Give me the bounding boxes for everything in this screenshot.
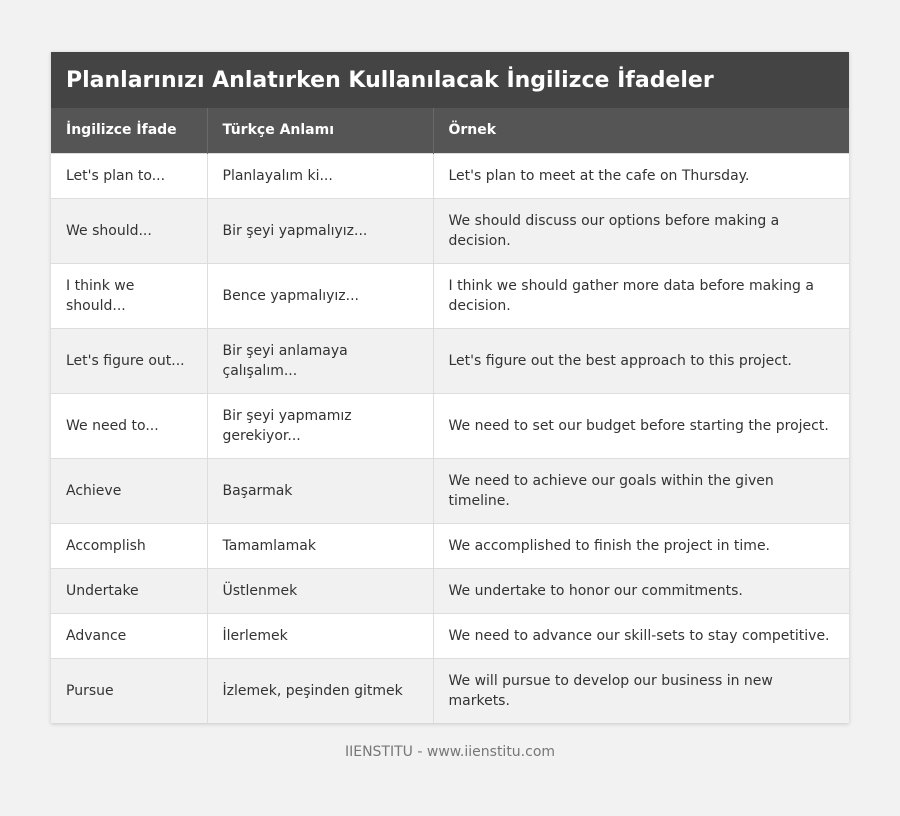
table-header-row <box>51 108 849 153</box>
cell-turkish: Bir şeyi anlamaya çalışalım... <box>207 328 433 393</box>
cell-example: Let's figure out the best approach to this project. <box>433 328 849 393</box>
table-row <box>51 568 849 613</box>
cell-turkish: Bir şeyi yapmalıyız... <box>207 198 433 263</box>
table-row <box>51 613 849 658</box>
cell-turkish: Bir şeyi yapmamız gerekiyor... <box>207 393 433 458</box>
cell-example: We need to set our budget before starting the project. <box>433 393 849 458</box>
cell-english: We should... <box>51 198 207 263</box>
cell-english: We need to... <box>51 393 207 458</box>
table-row <box>51 263 849 328</box>
cell-turkish: Tamamlamak <box>207 523 433 568</box>
cell-example: We accomplished to finish the project in time. <box>433 523 849 568</box>
header-english-phrase: İngilizce İfade <box>51 108 207 153</box>
phrases-table <box>51 108 849 723</box>
table-row <box>51 458 849 523</box>
cell-turkish: İlerlemek <box>207 613 433 658</box>
cell-example: We undertake to honor our commitments. <box>433 568 849 613</box>
table-row <box>51 328 849 393</box>
table-title: Planlarınızı Anlatırken Kullanılacak İngilizce İfadeler <box>51 52 849 108</box>
table-row <box>51 523 849 568</box>
cell-english: Pursue <box>51 658 207 723</box>
cell-english: Accomplish <box>51 523 207 568</box>
header-turkish-meaning: Türkçe Anlamı <box>207 108 433 153</box>
cell-example: We need to achieve our goals within the given timeline. <box>433 458 849 523</box>
table-row <box>51 153 849 198</box>
cell-turkish: İzlemek, peşinden gitmek <box>207 658 433 723</box>
cell-english: Let's plan to... <box>51 153 207 198</box>
cell-english: Undertake <box>51 568 207 613</box>
cell-turkish: Planlayalım ki... <box>207 153 433 198</box>
cell-example: We should discuss our options before making a decision. <box>433 198 849 263</box>
cell-english: Achieve <box>51 458 207 523</box>
cell-example: We need to advance our skill-sets to stay competitive. <box>433 613 849 658</box>
header-example: Örnek <box>448 122 497 139</box>
cell-example: I think we should gather more data before making a decision. <box>433 263 849 328</box>
cell-english: Advance <box>51 613 207 658</box>
cell-english: Let's figure out... <box>51 328 207 393</box>
cell-turkish: Bence yapmalıyız... <box>207 263 433 328</box>
cell-english: I think we should... <box>51 263 207 328</box>
table-row <box>51 198 849 263</box>
cell-example: Let's plan to meet at the cafe on Thursday. <box>433 153 849 198</box>
footer-credit: IIENSTITU - www.iienstitu.com <box>344 744 556 760</box>
cell-turkish: Üstlenmek <box>207 568 433 613</box>
table-row <box>51 658 849 723</box>
table-row <box>51 393 849 458</box>
cell-example: We will pursue to develop our business in new markets. <box>433 658 849 723</box>
phrases-table-card <box>51 52 849 723</box>
cell-turkish: Başarmak <box>207 458 433 523</box>
